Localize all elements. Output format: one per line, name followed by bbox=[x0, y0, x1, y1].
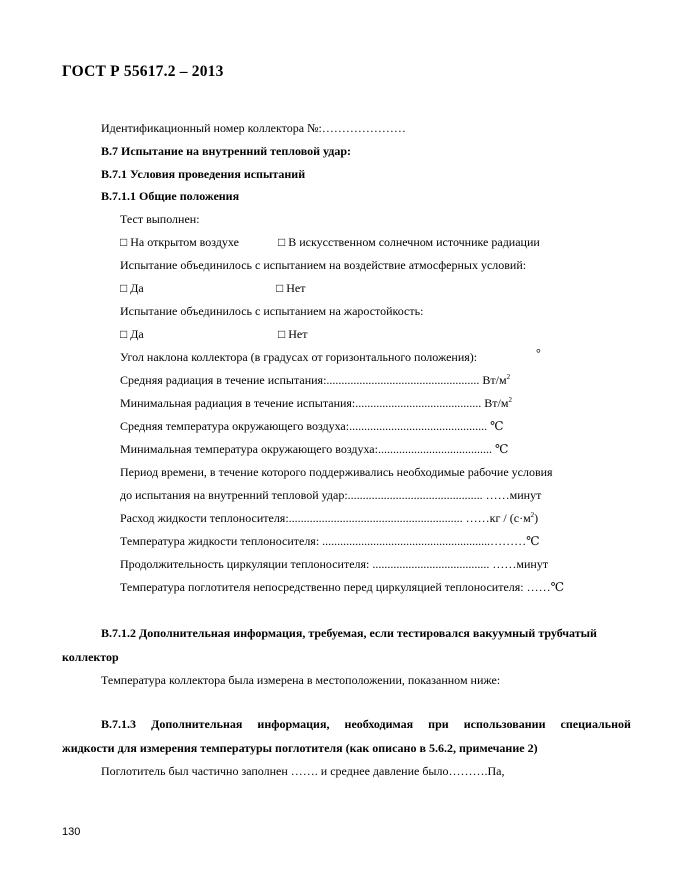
avg-radiation-line bbox=[120, 373, 510, 388]
collector-temp-line: Температура коллектора была измерена в местоположении, показанном ниже: bbox=[101, 673, 501, 687]
superscript-2: 2 bbox=[530, 511, 535, 519]
heat-no-checkbox[interactable]: □ Нет bbox=[278, 327, 308, 341]
section-b712-heading-line1: В.7.1.2 Дополнительная информация, требуемая, если тестировался вакуумный трубчатый bbox=[101, 626, 597, 640]
b713-word: информация, bbox=[257, 717, 330, 731]
superscript-2: 2 bbox=[508, 396, 512, 404]
b713-word: использовании bbox=[463, 717, 546, 731]
flow-rate-line bbox=[120, 511, 538, 526]
min-radiation-line bbox=[120, 396, 512, 411]
b713-word: В.7.1.3 bbox=[101, 717, 137, 731]
avg-air-temp-line: Средняя температура окружающего воздуха:.............................................. ℃ bbox=[120, 419, 504, 433]
collector-id-line: Идентификационный номер коллектора №:………………… bbox=[101, 121, 406, 135]
min-air-temp-line: Минимальная температура окружающего воздуха:...................................... ℃ bbox=[120, 442, 509, 456]
outdoor-checkbox-option[interactable]: □ На открытом воздухе bbox=[120, 235, 239, 249]
circulation-duration-line: Продолжительность циркуляции теплоносителя: ....................................... ……минут bbox=[120, 557, 549, 571]
document-title: ГОСТ Р 55617.2 – 2013 bbox=[62, 63, 224, 80]
test-done-label: Тест выполнен: bbox=[120, 212, 200, 226]
tilt-angle-line: Угол наклона коллектора (в градусах от горизонтального положения): bbox=[120, 350, 478, 364]
b713-word: Дополнительная bbox=[151, 717, 243, 731]
section-b7-heading: В.7 Испытание на внутренний тепловой удар: bbox=[101, 144, 352, 158]
absorber-temp-line: Температура поглотителя непосредственно перед циркуляцией теплоносителя: ……℃ bbox=[120, 580, 565, 594]
flow-rate-text: Расход жидкости теплоносителя:.......................................................... ……кг / (с·м bbox=[120, 511, 531, 525]
min-radiation-unit: Вт/м bbox=[484, 396, 509, 410]
section-b712-heading-line2: коллектор bbox=[62, 650, 119, 664]
section-b713-heading-line1 bbox=[101, 717, 631, 732]
tilt-degree-unit: ° bbox=[536, 346, 541, 360]
min-radiation-text: Минимальная радиация в течение испытания:.......................................... bbox=[120, 396, 482, 410]
fluid-temp-line: Температура жидкости теплоносителя: ........................................................………℃ bbox=[120, 534, 540, 548]
section-b711-heading: В.7.1.1 Общие положения bbox=[101, 189, 240, 203]
combined-weather-label: Испытание объединилось с испытанием на воздействие атмосферных условий: bbox=[120, 258, 527, 272]
period-line-1: Период времени, в течение которого поддерживались необходимые рабочие условия bbox=[120, 465, 553, 479]
weather-yes-checkbox[interactable]: □ Да bbox=[120, 281, 144, 295]
avg-radiation-unit: Вт/м bbox=[482, 373, 507, 387]
heat-yes-checkbox[interactable]: □ Да bbox=[120, 327, 144, 341]
absorber-filled-line: Поглотитель был частично заполнен ……. и среднее давление было……….Па, bbox=[101, 764, 505, 778]
b713-word: при bbox=[428, 717, 449, 731]
period-line-2: до испытания на внутренний тепловой удар:............................................. ……минут bbox=[120, 488, 542, 502]
avg-radiation-text: Средняя радиация в течение испытания:................................................... bbox=[120, 373, 480, 387]
section-b71-heading: В.7.1 Условия проведения испытаний bbox=[101, 167, 306, 181]
solar-simulator-checkbox-option[interactable]: □ В искусственном солнечном источнике радиации bbox=[278, 235, 540, 249]
flow-rate-close: ) bbox=[534, 511, 539, 525]
section-b713-heading-line2: жидкости для измерения температуры поглотителя (как описано в 5.6.2, примечание 2) bbox=[62, 741, 538, 755]
page-number: 130 bbox=[62, 826, 81, 838]
b713-word: специальной bbox=[560, 717, 631, 731]
weather-no-checkbox[interactable]: □ Нет bbox=[276, 281, 306, 295]
b713-word: необходимая bbox=[344, 717, 414, 731]
superscript-2: 2 bbox=[506, 373, 511, 381]
combined-heat-label: Испытание объединилось с испытанием на жаростойкость: bbox=[120, 304, 424, 318]
